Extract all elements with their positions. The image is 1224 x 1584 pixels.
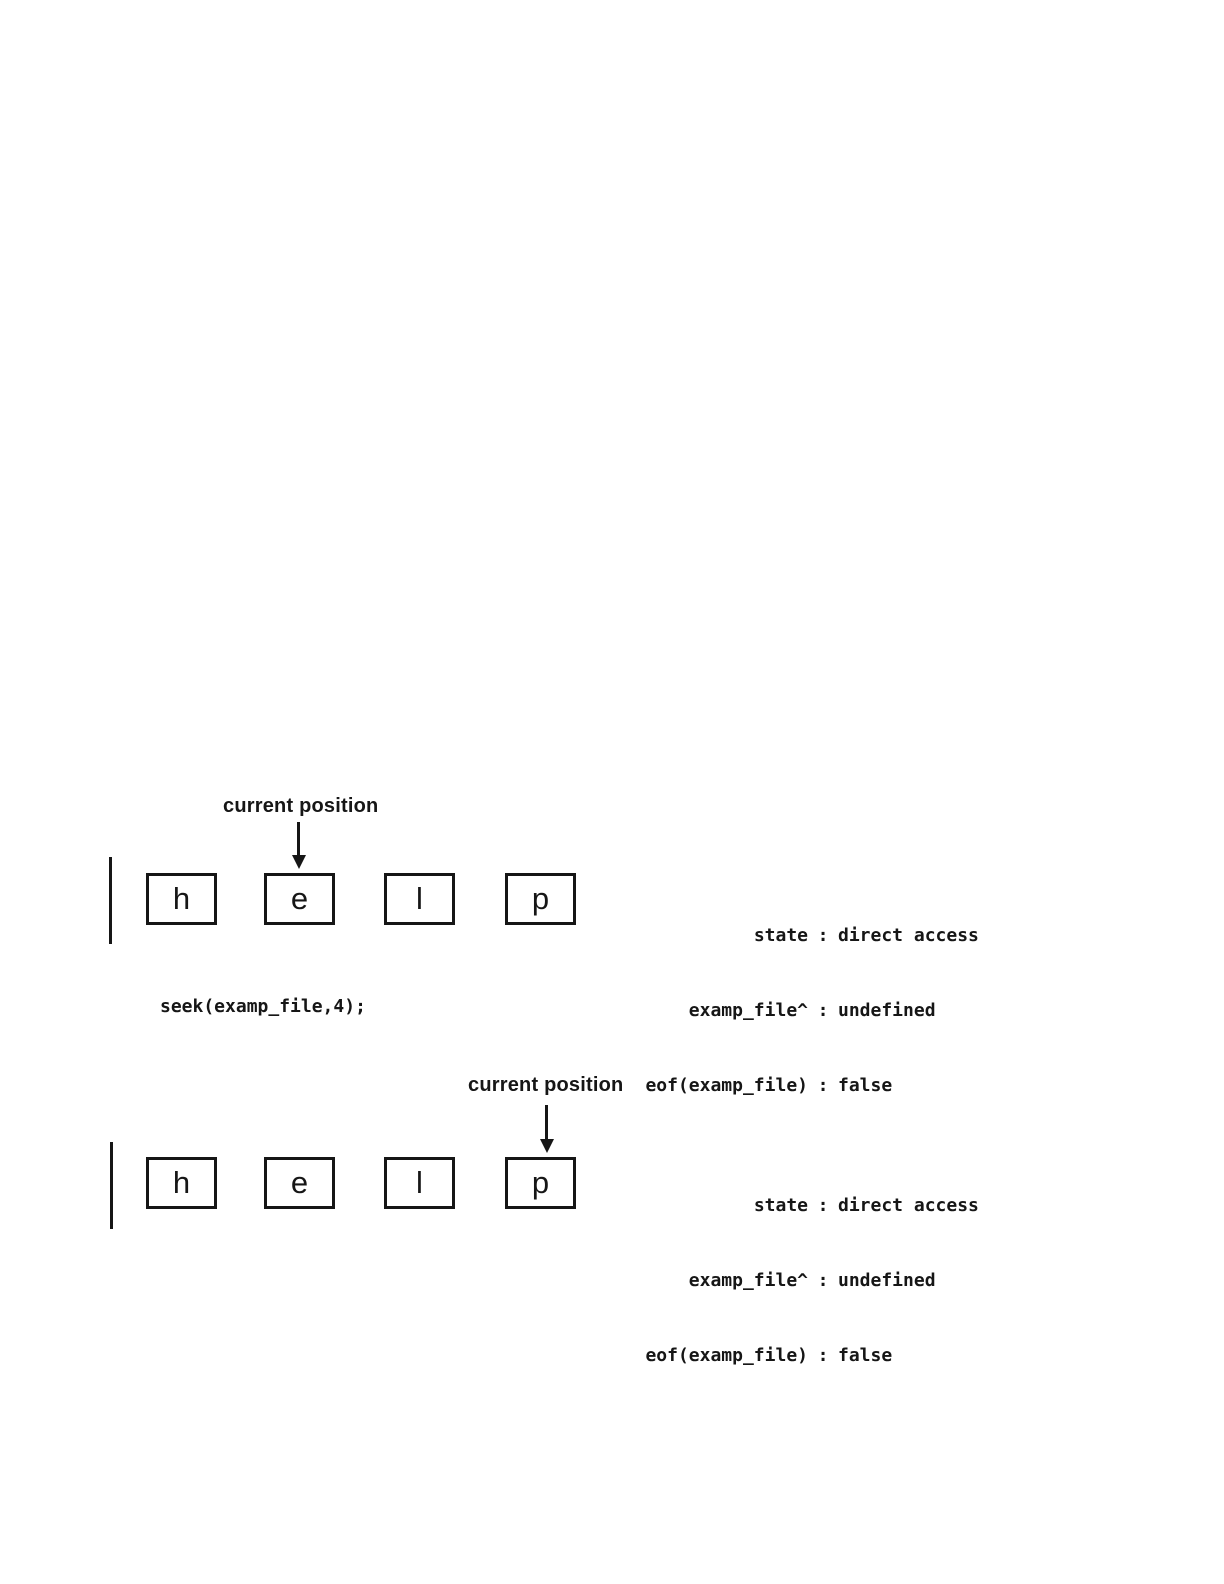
- file-cell-p: [505, 1157, 576, 1209]
- state-field-value: false: [838, 1345, 893, 1366]
- arrow-shaft: [545, 1105, 548, 1140]
- state-row: [642, 998, 979, 1023]
- state-field-label: state: [753, 1195, 808, 1216]
- colon-separator: :: [817, 1075, 829, 1096]
- cell-letter: e: [290, 880, 309, 916]
- cell-letter: l: [416, 1164, 423, 1200]
- state-field-label: examp_file^: [688, 1000, 808, 1021]
- state-row: [642, 923, 979, 948]
- file-cell-e: [264, 873, 335, 925]
- cell-letter: e: [290, 1164, 309, 1200]
- state-field-label: eof(examp_file): [645, 1345, 808, 1366]
- seek-call-code: seek(examp_file,4);: [160, 996, 366, 1017]
- state-field-value: direct access: [838, 1195, 979, 1216]
- file-cell-l: [384, 873, 455, 925]
- state-field-value: undefined: [838, 1000, 936, 1021]
- state-row: [642, 1073, 979, 1098]
- file-cell-h: [146, 1157, 217, 1209]
- arrow-head: [292, 855, 306, 869]
- state-field-value: false: [838, 1075, 893, 1096]
- file-start-marker: [109, 857, 112, 944]
- current-position-label: current position: [223, 795, 379, 817]
- state-row: [642, 1343, 979, 1368]
- colon-separator: :: [817, 1270, 829, 1291]
- file-start-marker: [110, 1142, 113, 1229]
- state-row: [642, 1193, 979, 1218]
- colon-separator: :: [817, 925, 829, 946]
- state-field-label: examp_file^: [688, 1270, 808, 1291]
- state-row: [642, 1268, 979, 1293]
- cell-letter: h: [172, 880, 191, 916]
- current-position-label: current position: [468, 1074, 624, 1096]
- cell-letter: p: [531, 1164, 550, 1200]
- down-arrow-icon: [292, 822, 306, 869]
- cell-letter: l: [416, 880, 423, 916]
- file-cell-p: [505, 873, 576, 925]
- state-field-label: state: [753, 925, 808, 946]
- state-field-value: direct access: [838, 925, 979, 946]
- colon-separator: :: [817, 1000, 829, 1021]
- arrow-shaft: [297, 822, 300, 856]
- arrow-head: [540, 1139, 554, 1153]
- file-state-readout: [642, 873, 979, 1148]
- file-cell-h: [146, 873, 217, 925]
- cell-letter: p: [531, 880, 550, 916]
- file-cell-e: [264, 1157, 335, 1209]
- file-cell-l: [384, 1157, 455, 1209]
- down-arrow-icon: [540, 1105, 554, 1154]
- colon-separator: :: [817, 1345, 829, 1366]
- file-state-readout: [642, 1143, 979, 1418]
- state-field-value: undefined: [838, 1270, 936, 1291]
- cell-letter: h: [172, 1164, 191, 1200]
- state-field-label: eof(examp_file): [645, 1075, 808, 1096]
- colon-separator: :: [817, 1195, 829, 1216]
